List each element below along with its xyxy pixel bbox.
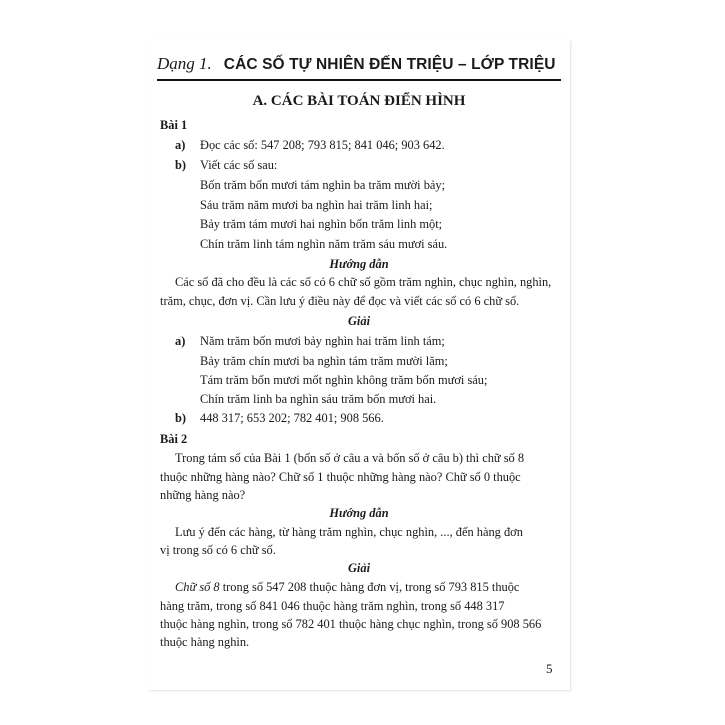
bai1-a-label: a) <box>175 138 186 152</box>
bai2-answer-rest: trong số 547 208 thuộc hàng đơn vị, trong số 793 815 thuộc <box>219 580 520 594</box>
bai1-giai-a-label: a) <box>175 334 186 348</box>
bai2-answer-italic: Chữ số 8 <box>175 580 220 594</box>
bai2-question-line: những hàng nào? <box>160 488 246 502</box>
bai2-huong-dan-line: Lưu ý đến các hàng, từ hàng trăm nghìn, chục nghìn, ..., đến hàng đơn <box>175 525 523 539</box>
bai2-answer-line: thuộc hàng nghìn. <box>160 635 250 649</box>
bai1-giai-heading: Giải <box>347 314 371 328</box>
bai1-giai-b-label: b) <box>175 411 187 425</box>
list-item: Bảy trăm tám mươi hai nghìn bốn trăm linh một; <box>200 217 443 231</box>
bai1-huong-dan-line: trăm, chục, đơn vị. Cần lưu ý điều này để đọc và viết các số có 6 chữ số. <box>160 294 520 308</box>
list-item: Chín trăm linh ba nghìn sáu trăm bốn mươi hai. <box>200 392 437 406</box>
section-title: A. CÁC BÀI TOÁN ĐIỂN HÌNH <box>252 93 466 109</box>
bai2-huong-dan-heading: Hướng dẫn <box>329 506 389 520</box>
bai1-giai-b-text: 448 317; 653 202; 782 401; 908 566. <box>200 411 384 425</box>
dang-label: Dạng 1. <box>157 54 212 73</box>
bai1-b-text: Viết các số sau: <box>200 158 278 172</box>
chapter-title: CÁC SỐ TỰ NHIÊN ĐẾN TRIỆU – LỚP TRIỆU <box>223 56 556 73</box>
list-item: Sáu trăm năm mươi ba nghìn hai trăm linh hai; <box>200 198 433 212</box>
bai1-heading: Bài 1 <box>160 118 188 132</box>
bai2-answer-line: hàng trăm, trong số 841 046 thuộc hàng trăm nghìn, trong số 448 317 <box>160 599 505 613</box>
bai2-answer-line: thuộc hàng nghìn, trong số 782 401 thuộc hàng chục nghìn, trong số 908 566 <box>160 617 542 631</box>
bai2-question-line: Trong tám số của Bài 1 (bốn số ở câu a và bốn số ở câu b) thì chữ số 8 <box>175 451 525 465</box>
bai2-giai-heading: Giải <box>347 561 371 575</box>
list-item: Năm trăm bốn mươi bảy nghìn hai trăm linh tám; <box>200 334 445 348</box>
list-item: Bảy trăm chín mươi ba nghìn tám trăm mười lăm; <box>200 354 448 368</box>
list-item: Tám trăm bốn mươi mốt nghìn không trăm bốn mươi sáu; <box>200 373 488 387</box>
bai2-heading: Bài 2 <box>160 432 188 446</box>
bai2-huong-dan-line: vị trong số có 6 chữ số. <box>160 543 276 557</box>
chapter-header <box>157 54 561 78</box>
bai1-a-text: Đọc các số: 547 208; 793 815; 841 046; 903 642. <box>200 138 445 152</box>
list-item: Chín trăm linh tám nghìn năm trăm sáu mươi sáu. <box>200 237 448 251</box>
bai2-question-line: thuộc những hàng nào? Chữ số 1 thuộc những hàng nào? Chữ số 0 thuộc <box>160 470 521 484</box>
bai1-huong-dan-line: Các số đã cho đều là các số có 6 chữ số gồm trăm nghìn, chục nghìn, nghìn, <box>175 275 552 289</box>
bai2-answer-line <box>175 579 519 595</box>
header-rule <box>157 79 561 81</box>
list-item: Bốn trăm bốn mươi tám nghìn ba trăm mười bảy; <box>200 178 446 192</box>
page-number: 5 <box>546 661 553 676</box>
bai1-huong-dan-heading: Hướng dẫn <box>329 257 389 271</box>
bai1-b-label: b) <box>175 158 187 172</box>
